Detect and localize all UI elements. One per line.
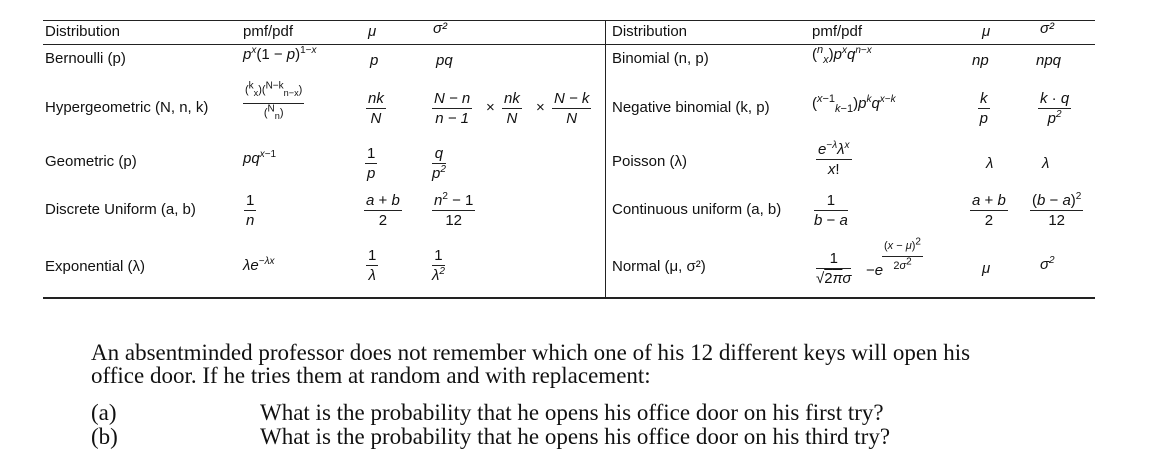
row-binomial-pmf: $(^n_x)p^xq^{n-x}$ xyxy=(812,44,872,66)
table-top-rule xyxy=(43,20,1095,21)
times-symbol: × xyxy=(536,99,545,116)
row-normal-pmf-coefficient: $\frac{1}{√2\pi\sigma}$ xyxy=(816,250,852,287)
row-geometric-mean: $\frac{1}{p}$ xyxy=(367,145,376,182)
row-negative-binomial-mean: $\frac{k}{p}$ xyxy=(979,90,988,127)
header-mean-left: μ xyxy=(368,23,377,40)
row-normal-mean: μ xyxy=(982,260,991,277)
part-b-question: What is the probability that he opens his office door on his third try? xyxy=(260,424,891,449)
header-distribution-right: Distribution xyxy=(612,23,688,40)
row-normal-variance: $\sigma^2$ xyxy=(1040,255,1055,273)
table-header-rule xyxy=(43,44,1095,45)
header-pmf-left: pmf/pdf xyxy=(243,23,294,40)
table-column-divider xyxy=(605,20,606,298)
row-negative-binomial-variance: $\frac{k \cdot q}{p^2}$ xyxy=(1040,90,1070,127)
header-mean-right: μ xyxy=(982,23,991,40)
row-poisson-mean: λ xyxy=(986,155,994,172)
header-variance-right: σ² xyxy=(1040,20,1055,37)
row-negative-binomial-pmf: $(^{x-1}_{k-1})p^kq^{x-k}$ xyxy=(812,93,896,115)
row-continuous-uniform-mean: $\frac{a + b}{2}$ xyxy=(972,192,1006,229)
part-a-label: (a) xyxy=(91,400,117,425)
row-hypergeometric-var-term3: $\frac{N - k}{N}$ xyxy=(554,90,590,127)
row-bernoulli-variance: pq xyxy=(436,52,453,69)
part-a-question: What is the probability that he opens his office door on his first try? xyxy=(260,400,884,425)
row-discrete-uniform-mean: $\frac{a + b}{2}$ xyxy=(366,192,400,229)
row-negative-binomial-name: Negative binomial (k, p) xyxy=(612,99,770,116)
row-poisson-pmf: $e^{-\lambda}\lambda^x$ x! xyxy=(818,140,850,178)
row-geometric-variance: $\frac{q}{p^2}$ xyxy=(432,145,446,182)
row-exponential-variance: $\frac{1}{\lambda^2}$ xyxy=(432,247,445,284)
row-continuous-uniform-variance: $\frac{(b - a)^2}{12}$ xyxy=(1032,191,1082,229)
row-geometric-name: Geometric (p) xyxy=(45,153,137,170)
row-normal-name: Normal (μ, σ²) xyxy=(612,258,706,275)
row-bernoulli-pmf: $p^x(1 - p)^{1-x}$ xyxy=(243,45,317,63)
row-bernoulli-name: Bernoulli (p) xyxy=(45,50,126,67)
row-hypergeometric-mean: $\frac{nk}{N}$ xyxy=(368,90,384,127)
times-symbol: × xyxy=(486,99,495,116)
row-geometric-pmf: $pq^{x-1}$ xyxy=(243,149,277,167)
header-variance-left: σ² xyxy=(433,20,448,37)
row-discrete-uniform-pmf: $\frac{1}{n}$ xyxy=(246,192,255,229)
problem-statement xyxy=(91,341,970,387)
problem-intro-line-2: office door. If he tries them at random and with replacement: xyxy=(91,363,651,388)
row-binomial-name: Binomial (n, p) xyxy=(612,50,709,67)
header-pmf-right: pmf/pdf xyxy=(812,23,863,40)
row-continuous-uniform-name: Continuous uniform (a, b) xyxy=(612,201,782,218)
row-hypergeometric-var-term1: $\frac{N - n}{n - 1}$ xyxy=(434,90,471,127)
table-bottom-rule xyxy=(43,297,1095,299)
row-binomial-mean: np xyxy=(972,52,989,69)
row-hypergeometric-pmf: $\frac{(^k_x)(^{N-k}_{n-x})}{(^N_n)}$ xyxy=(245,80,303,122)
row-discrete-uniform-variance: $\frac{n^2 - 1}{12}$ xyxy=(434,191,474,229)
row-continuous-uniform-pmf: $\frac{1}{b - a}$ xyxy=(814,192,848,229)
row-poisson-variance: λ xyxy=(1042,155,1050,172)
row-discrete-uniform-name: Discrete Uniform (a, b) xyxy=(45,201,196,218)
row-hypergeometric-name: Hypergeometric (N, n, k) xyxy=(45,99,209,116)
row-exponential-mean: $\frac{1}{\lambda}$ xyxy=(368,247,377,284)
header-distribution-left: Distribution xyxy=(45,23,121,40)
part-b-label: (b) xyxy=(91,424,118,449)
row-binomial-variance: npq xyxy=(1036,52,1062,69)
row-normal-pmf-exponent: $\frac{(x - \mu)^2}{2\sigma^2}$ xyxy=(884,236,921,272)
row-bernoulli-mean: p xyxy=(370,52,379,69)
row-exponential-name: Exponential (λ) xyxy=(45,258,146,275)
row-poisson-name: Poisson (λ) xyxy=(612,153,688,170)
problem-intro-line-1: An absentminded professor does not remember which one of his 12 different keys will open his xyxy=(91,340,971,365)
row-exponential-pmf: $\lambda e^{-\lambda x}$ xyxy=(243,256,275,274)
row-hypergeometric-var-term2: $\frac{nk}{N}$ xyxy=(504,90,520,127)
row-normal-pmf-exp-base: −e xyxy=(866,262,884,279)
